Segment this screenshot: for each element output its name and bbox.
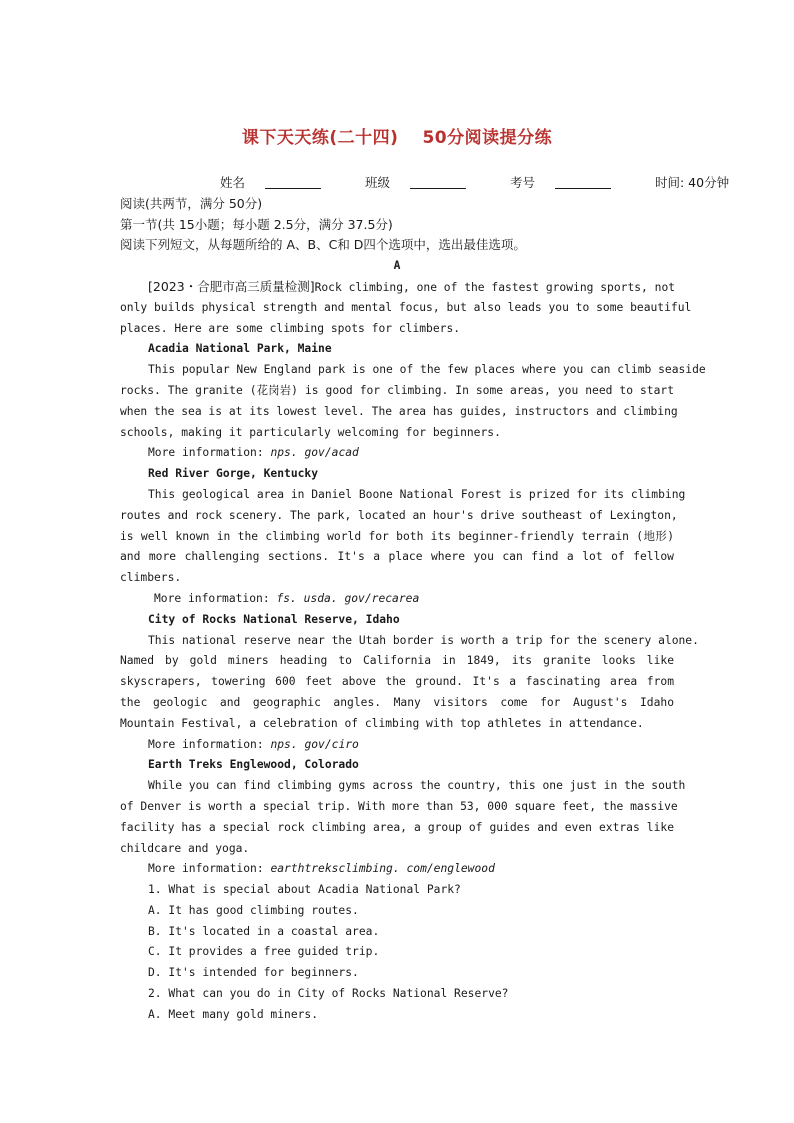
city-of-rocks-line-4: the geologic and geographic angles. Many visitors come for August's Idaho bbox=[120, 695, 674, 709]
earth-treks-line-1: While you can find climbing gyms across the country, this one just in the south bbox=[148, 779, 686, 793]
section-title-red-river: Red River Gorge, Kentucky bbox=[148, 467, 319, 481]
acadia-line-2: rocks. The granite (花岗岩) is good for climbing. In some areas, you need to start bbox=[120, 383, 674, 397]
acadia-line-4: schools, making it particularly welcoming for beginners. bbox=[120, 425, 501, 439]
passage-intro-line-1: [2023・合肥市高三质量检测]Rock climbing, one of the fastest growing sports, not bbox=[148, 278, 676, 294]
city-of-rocks-line-1: This national reserve near the Utah border is worth a trip for the scenery alone. bbox=[148, 633, 699, 647]
city-of-rocks-link[interactable]: nps. gov/ciro bbox=[270, 737, 359, 751]
title-part2: 50分阅读提分练 bbox=[422, 128, 553, 148]
acadia-link[interactable]: nps. gov/acad bbox=[270, 446, 359, 460]
student-info-row bbox=[120, 173, 730, 194]
red-river-line-1: This geological area in Daniel Boone National Forest is prized for its climbing bbox=[148, 487, 686, 501]
question-1-option-c[interactable]: C. It provides a free guided trip. bbox=[148, 945, 380, 959]
earth-treks-line-4: childcare and yoga. bbox=[120, 841, 250, 855]
question-1-option-d[interactable]: D. It's intended for beginners. bbox=[148, 966, 359, 980]
section-title-city-of-rocks: City of Rocks National Reserve, Idaho bbox=[148, 612, 400, 626]
title-part1: 课下天天练(二十四) bbox=[241, 128, 399, 148]
earth-treks-more-info: More information: earthtreksclimbing. com/englewood bbox=[148, 862, 495, 876]
red-river-line-5: climbers. bbox=[120, 571, 182, 585]
red-river-line-2: routes and rock scenery. The park, located an hour's drive southeast of Lexington, bbox=[120, 508, 678, 522]
red-river-line-4: and more challenging sections. It's a place where you can find a lot of fellow bbox=[120, 550, 674, 564]
exam-no-blank[interactable] bbox=[555, 176, 611, 189]
class-blank[interactable] bbox=[410, 176, 466, 189]
city-of-rocks-line-5: Mountain Festival, a celebration of climbing with top athletes in attendance. bbox=[120, 716, 644, 730]
time-label: 时间: 40分钟 bbox=[655, 175, 730, 190]
name-label: 姓名 bbox=[220, 175, 341, 190]
acadia-more-info: More information: nps. gov/acad bbox=[148, 446, 359, 460]
red-river-line-3: is well known in the climbing world for both its beginner-friendly terrain (地形) bbox=[120, 529, 674, 543]
passage-intro-line-3: places. Here are some climbing spots for climbers. bbox=[120, 321, 461, 335]
acadia-line-3: when the sea is at its lowest level. The area has guides, instructors and climbing bbox=[120, 404, 678, 418]
page-title bbox=[0, 123, 794, 148]
question-2: 2. What can you do in City of Rocks National Reserve? bbox=[148, 987, 509, 1001]
earth-treks-link[interactable]: earthtreksclimbing. com/englewood bbox=[270, 862, 495, 876]
acadia-line-1: This popular New England park is one of the few places where you can climb seaside bbox=[148, 363, 706, 377]
red-river-more-info: More information: fs. usda. gov/recarea bbox=[154, 591, 420, 605]
question-1-option-a[interactable]: A. It has good climbing routes. bbox=[148, 903, 359, 917]
city-of-rocks-line-3: skyscrapers, towering 600 feet above the ground. It's a fascinating area from bbox=[120, 675, 674, 689]
passage-label: A bbox=[393, 259, 401, 273]
passage-source: [2023・合肥市高三质量检测] bbox=[148, 278, 315, 294]
name-blank[interactable] bbox=[265, 176, 321, 189]
passage-intro-line-2: only builds physical strength and mental focus, but also leads you to some beautiful bbox=[120, 300, 692, 314]
exam-no-label: 考号 bbox=[510, 175, 631, 190]
city-of-rocks-line-2: Named by gold miners heading to California in 1849, its granite looks like bbox=[120, 654, 674, 668]
earth-treks-line-2: of Denver is worth a special trip. With more than 53, 000 square feet, the massive bbox=[120, 799, 678, 813]
question-2-option-a[interactable]: A. Meet many gold miners. bbox=[148, 1007, 319, 1021]
intro-line-1: 阅读(共两节，满分 50分) bbox=[120, 195, 263, 211]
question-1-option-b[interactable]: B. It's located in a coastal area. bbox=[148, 924, 380, 938]
section-title-acadia: Acadia National Park, Maine bbox=[148, 342, 332, 356]
red-river-link[interactable]: fs. usda. gov/recarea bbox=[276, 591, 420, 605]
class-label: 班级 bbox=[365, 175, 486, 190]
intro-line-2: 第一节(共 15小题；每小题 2.5分，满分 37.5分) bbox=[120, 216, 393, 232]
document-body bbox=[120, 173, 730, 1026]
city-of-rocks-more-info: More information: nps. gov/ciro bbox=[148, 737, 359, 751]
earth-treks-line-3: facility has a special rock climbing area, a group of guides and even extras like bbox=[120, 820, 674, 834]
intro-line-3: 阅读下列短文，从每题所给的 A、B、C和 D四个选项中，选出最佳选项。 bbox=[120, 237, 526, 253]
question-1: 1. What is special about Acadia National Park? bbox=[148, 883, 461, 897]
section-title-earth-treks: Earth Treks Englewood, Colorado bbox=[148, 758, 359, 772]
